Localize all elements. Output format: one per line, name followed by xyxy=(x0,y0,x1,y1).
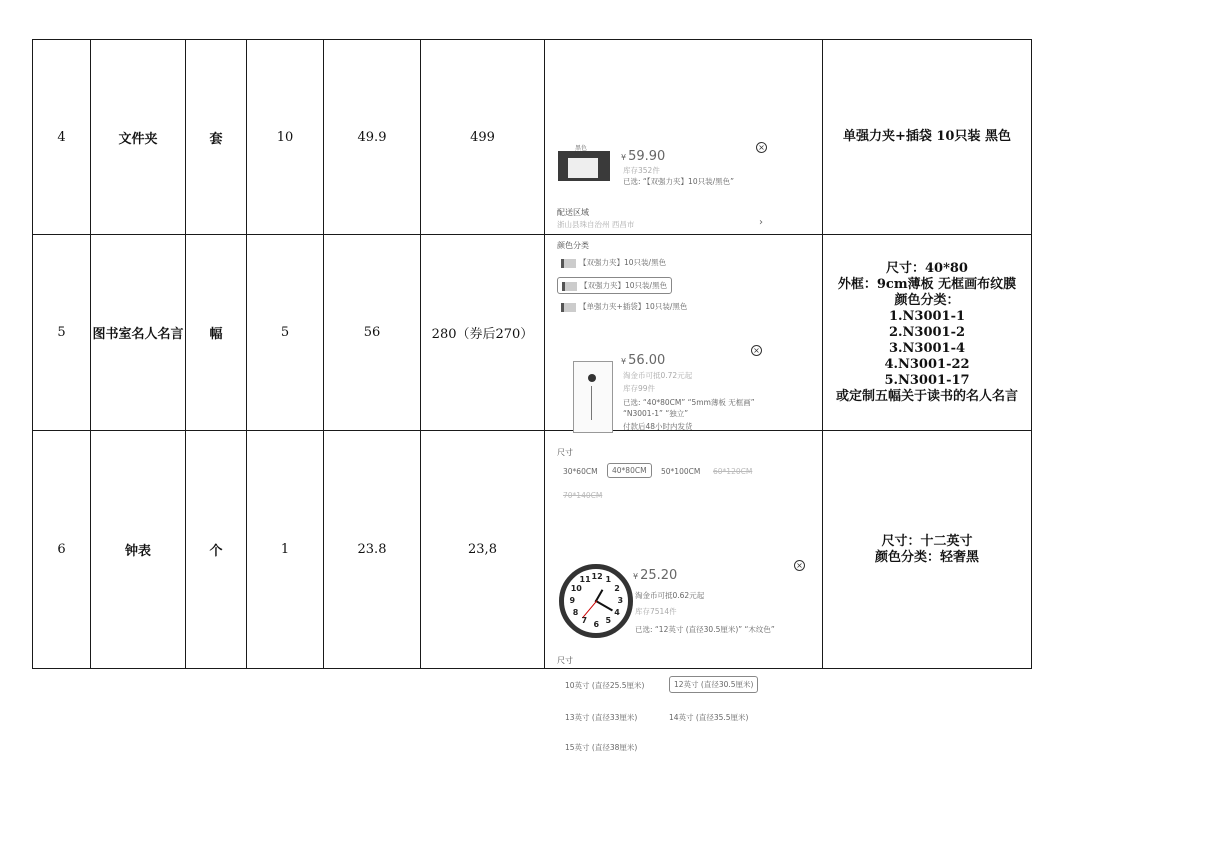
close-icon: × xyxy=(794,560,805,571)
size-label: 尺寸 xyxy=(557,447,573,457)
clock-number: 7 xyxy=(581,616,588,626)
thumb-caption: 黑色 xyxy=(575,145,588,152)
row-number: 6 xyxy=(33,431,91,669)
clock-number: 2 xyxy=(614,583,620,593)
close-icon: × xyxy=(751,345,762,356)
selected-option-2: “N3001-1” “独立” xyxy=(623,408,689,418)
stock: 库存7514件 xyxy=(635,606,677,616)
table-row xyxy=(33,235,1032,431)
item-unit-price: 23.8 xyxy=(324,431,421,669)
item-name: 文件夹 xyxy=(91,40,186,235)
item-spec: 尺寸：40*80 外框：9cm薄板 无框画布纹膜 颜色分类： 1.N3001-1 2.N3001-2 3.N3001-4 4.N3001-22 5.N3001-17 或定制五幅关于读书的名人名言 xyxy=(823,235,1032,431)
size-option[interactable]: 15英寸 (直径38厘米) xyxy=(565,742,638,752)
item-unit: 个 xyxy=(186,431,247,669)
price: ¥ 25.20 xyxy=(633,567,678,583)
size-option[interactable]: 10英寸 (直径25.5厘米) xyxy=(565,680,645,690)
item-total: 23,8 xyxy=(421,431,545,669)
clock-number: 3 xyxy=(617,595,624,605)
item-name: 钟表 xyxy=(91,431,186,669)
item-quantity: 5 xyxy=(247,235,324,431)
price: ¥ 56.00 xyxy=(621,352,666,368)
clock-number: 11 xyxy=(579,574,591,584)
size-option[interactable]: 50*100CM xyxy=(661,466,701,476)
clock-number: 12 xyxy=(591,571,603,581)
item-quantity: 1 xyxy=(247,431,324,669)
size-option-disabled[interactable]: 70*140CM xyxy=(563,490,603,500)
item-unit: 幅 xyxy=(186,235,247,431)
clock-number: 10 xyxy=(570,583,582,593)
item-spec: 尺寸：十二英寸 颜色分类：轻奢黑 xyxy=(823,431,1032,669)
size-option[interactable]: 13英寸 (直径33厘米) xyxy=(565,712,638,722)
color-option-2[interactable]: 【双强力夹】10只装/黑色 xyxy=(557,277,672,294)
clock-number: 4 xyxy=(614,607,620,617)
selected-option: 已选: “12英寸 (直径30.5厘米)” “木纹色” xyxy=(635,624,775,634)
size-label: 尺寸 xyxy=(557,655,573,665)
coin-discount: 淘金币可抵0.62元起 xyxy=(635,590,705,600)
folder-thumbnail xyxy=(558,151,610,181)
size-option-disabled[interactable]: 60*120CM xyxy=(713,466,753,476)
size-option[interactable]: 14英寸 (直径35.5厘米) xyxy=(669,712,749,722)
clock-hand xyxy=(583,600,598,617)
item-unit-price: 49.9 xyxy=(324,40,421,235)
selected-option: 已选: “40*80CM” “5mm薄板 无框画” xyxy=(623,397,755,407)
selected-option: 已选: “【双强力夹】10只装/黑色” xyxy=(623,177,735,186)
item-quantity: 10 xyxy=(247,40,324,235)
stock: 库存99件 xyxy=(623,383,656,393)
clock-number: 6 xyxy=(593,619,600,629)
size-option[interactable]: 30*60CM xyxy=(563,466,598,476)
clock-number: 1 xyxy=(605,574,612,584)
clock-number: 5 xyxy=(605,616,612,626)
table-row xyxy=(33,431,1032,669)
area-value: 浙山县珠自治州 西昌市 xyxy=(557,220,635,229)
shipping-note: 付款后48小时内发货 xyxy=(623,421,693,431)
stock: 库存352件 xyxy=(623,166,660,175)
clock-thumbnail xyxy=(559,564,633,638)
table-row xyxy=(33,40,1032,235)
item-total: 280（券后270） xyxy=(421,235,545,431)
clock-number: 8 xyxy=(572,607,579,617)
chevron-right-icon: › xyxy=(759,217,763,228)
size-option-selected[interactable]: 40*80CM xyxy=(607,463,652,478)
item-spec: 单强力夹+插袋 10只装 黑色 xyxy=(823,40,1032,235)
clock-number: 9 xyxy=(569,595,576,605)
poster-thumbnail xyxy=(573,361,613,433)
coin-discount: 淘金币可抵0.72元起 xyxy=(623,370,693,380)
color-label: 颜色分类 xyxy=(557,241,589,250)
close-icon: × xyxy=(756,142,767,153)
item-total: 499 xyxy=(421,40,545,235)
row-number: 5 xyxy=(33,235,91,431)
area-label: 配送区域 xyxy=(557,208,589,217)
color-option-3[interactable]: 【单强力夹+插袋】10只装/黑色 xyxy=(557,299,691,314)
color-option-1[interactable]: 【双强力夹】10只装/黑色 xyxy=(557,255,670,270)
item-name: 图书室名人名言 xyxy=(91,235,186,431)
price: ¥ 59.90 xyxy=(621,149,666,164)
size-option-selected[interactable]: 12英寸 (直径30.5厘米) xyxy=(669,676,758,693)
product-table xyxy=(32,39,1032,752)
row-number: 4 xyxy=(33,40,91,235)
product-screenshot-folder xyxy=(545,40,823,311)
item-unit: 套 xyxy=(186,40,247,235)
item-unit-price: 56 xyxy=(324,235,421,431)
